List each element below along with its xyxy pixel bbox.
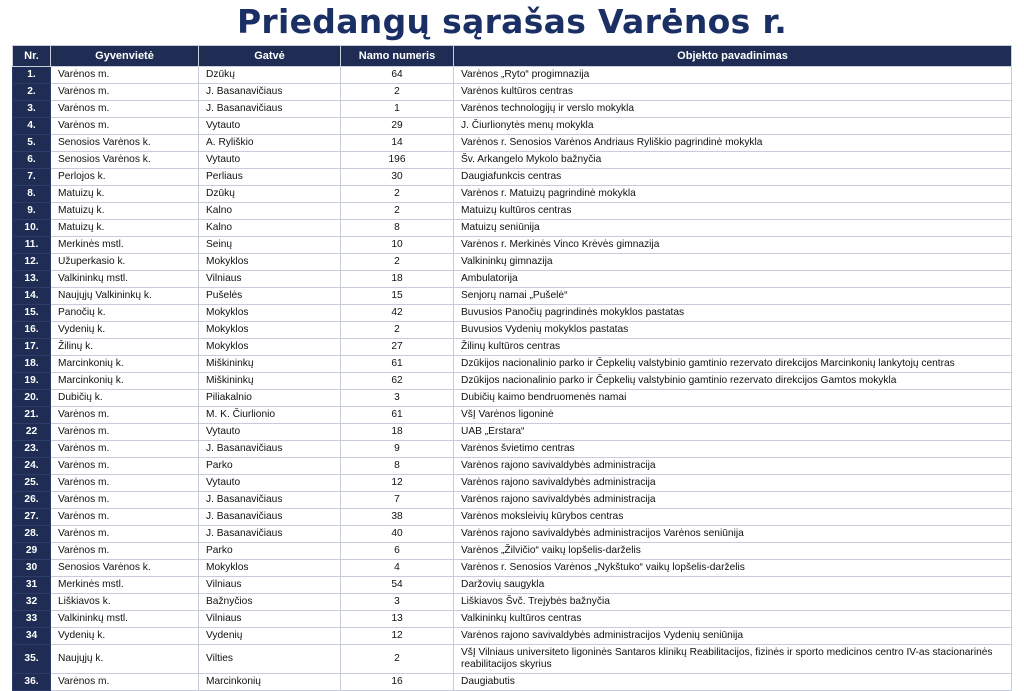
row-number: 35.: [13, 645, 51, 674]
table-row: [13, 373, 1012, 390]
street-cell: Vydenių: [199, 628, 341, 645]
table-row: [13, 645, 1012, 674]
row-number: 15.: [13, 305, 51, 322]
row-number: 6.: [13, 152, 51, 169]
street-cell: J. Basanavičiaus: [199, 492, 341, 509]
table-row: [13, 628, 1012, 645]
street-cell: Dzūkų: [199, 186, 341, 203]
house-number-cell: 18: [341, 424, 454, 441]
row-number: 14.: [13, 288, 51, 305]
street-cell: Mokyklos: [199, 339, 341, 356]
street-cell: J. Basanavičiaus: [199, 101, 341, 118]
object-name-cell: Dzūkijos nacionalinio parko ir Čepkelių valstybinio gamtinio rezervato direkcijos Marcinkonių lankytojų centras: [454, 356, 1012, 373]
table-row: [13, 339, 1012, 356]
house-number-cell: 3: [341, 390, 454, 407]
street-cell: Pušelės: [199, 288, 341, 305]
object-name-cell: Liškiavos Švč. Trejybės bažnyčia: [454, 594, 1012, 611]
row-number: 5.: [13, 135, 51, 152]
house-number-cell: 15: [341, 288, 454, 305]
row-number: 9.: [13, 203, 51, 220]
street-cell: Bažnyčios: [199, 594, 341, 611]
table-row: [13, 101, 1012, 118]
house-number-cell: 61: [341, 407, 454, 424]
row-number: 13.: [13, 271, 51, 288]
house-number-cell: 30: [341, 169, 454, 186]
table-row: [13, 424, 1012, 441]
settlement-cell: Valkininkų mstl.: [51, 271, 199, 288]
street-cell: Vytauto: [199, 118, 341, 135]
table-row: [13, 203, 1012, 220]
row-number: 36.: [13, 674, 51, 691]
table-row: [13, 186, 1012, 203]
street-cell: Vytauto: [199, 424, 341, 441]
row-number: 12.: [13, 254, 51, 271]
table-row: [13, 356, 1012, 373]
object-name-cell: Varėnos rajono savivaldybės administracija: [454, 458, 1012, 475]
street-cell: Kalno: [199, 220, 341, 237]
house-number-cell: 9: [341, 441, 454, 458]
house-number-cell: 64: [341, 67, 454, 84]
object-name-cell: Varėnos švietimo centras: [454, 441, 1012, 458]
table-body: [13, 67, 1012, 691]
settlement-cell: Varėnos m.: [51, 101, 199, 118]
settlement-cell: Liškiavos k.: [51, 594, 199, 611]
object-name-cell: Varėnos r. Merkinės Vinco Krėvės gimnazija: [454, 237, 1012, 254]
header-nr: Nr.: [13, 46, 51, 67]
header-street: Gatvė: [199, 46, 341, 67]
settlement-cell: Varėnos m.: [51, 509, 199, 526]
object-name-cell: Buvusios Panočių pagrindinės mokyklos pastatas: [454, 305, 1012, 322]
object-name-cell: UAB „Erstara“: [454, 424, 1012, 441]
row-number: 24.: [13, 458, 51, 475]
street-cell: Mokyklos: [199, 560, 341, 577]
shelter-table: [12, 45, 1012, 691]
house-number-cell: 42: [341, 305, 454, 322]
street-cell: Miškininkų: [199, 373, 341, 390]
house-number-cell: 4: [341, 560, 454, 577]
table-row: [13, 152, 1012, 169]
settlement-cell: Dubičių k.: [51, 390, 199, 407]
object-name-cell: Žilinų kultūros centras: [454, 339, 1012, 356]
row-number: 19.: [13, 373, 51, 390]
street-cell: Seinų: [199, 237, 341, 254]
street-cell: J. Basanavičiaus: [199, 526, 341, 543]
object-name-cell: Matuizų seniūnija: [454, 220, 1012, 237]
table-row: [13, 543, 1012, 560]
object-name-cell: Valkininkų kultūros centras: [454, 611, 1012, 628]
street-cell: J. Basanavičiaus: [199, 441, 341, 458]
settlement-cell: Merkinės mstl.: [51, 237, 199, 254]
table-row: [13, 611, 1012, 628]
table-row: [13, 237, 1012, 254]
table-row: [13, 271, 1012, 288]
row-number: 1.: [13, 67, 51, 84]
street-cell: Piliakalnio: [199, 390, 341, 407]
object-name-cell: Dzūkijos nacionalinio parko ir Čepkelių valstybinio gamtinio rezervato direkcijos Gamtos mokykla: [454, 373, 1012, 390]
table-row: [13, 526, 1012, 543]
settlement-cell: Merkinės mstl.: [51, 577, 199, 594]
settlement-cell: Matuizų k.: [51, 220, 199, 237]
settlement-cell: Matuizų k.: [51, 186, 199, 203]
house-number-cell: 12: [341, 475, 454, 492]
settlement-cell: Žilinų k.: [51, 339, 199, 356]
settlement-cell: Varėnos m.: [51, 67, 199, 84]
row-number: 32: [13, 594, 51, 611]
settlement-cell: Varėnos m.: [51, 543, 199, 560]
house-number-cell: 8: [341, 220, 454, 237]
row-number: 8.: [13, 186, 51, 203]
house-number-cell: 29: [341, 118, 454, 135]
house-number-cell: 3: [341, 594, 454, 611]
table-row: [13, 118, 1012, 135]
house-number-cell: 2: [341, 254, 454, 271]
house-number-cell: 13: [341, 611, 454, 628]
object-name-cell: Varėnos rajono savivaldybės administracijos Varėnos seniūnija: [454, 526, 1012, 543]
street-cell: Mokyklos: [199, 305, 341, 322]
object-name-cell: Daugiabutis: [454, 674, 1012, 691]
street-cell: Perliaus: [199, 169, 341, 186]
row-number: 3.: [13, 101, 51, 118]
row-number: 4.: [13, 118, 51, 135]
object-name-cell: Varėnos r. Matuizų pagrindinė mokykla: [454, 186, 1012, 203]
object-name-cell: Daugiafunkcis centras: [454, 169, 1012, 186]
row-number: 10.: [13, 220, 51, 237]
row-number: 25.: [13, 475, 51, 492]
table-row: [13, 67, 1012, 84]
object-name-cell: Varėnos r. Senosios Varėnos Andriaus Ryliškio pagrindinė mokykla: [454, 135, 1012, 152]
settlement-cell: Varėnos m.: [51, 674, 199, 691]
row-number: 21.: [13, 407, 51, 424]
house-number-cell: 2: [341, 645, 454, 674]
street-cell: Marcinkonių: [199, 674, 341, 691]
object-name-cell: Buvusios Vydenių mokyklos pastatas: [454, 322, 1012, 339]
settlement-cell: Varėnos m.: [51, 424, 199, 441]
object-name-cell: Varėnos „Žilvičio“ vaikų lopšelis-darželis: [454, 543, 1012, 560]
street-cell: Dzūkų: [199, 67, 341, 84]
row-number: 27.: [13, 509, 51, 526]
settlement-cell: Naujųjų Valkininkų k.: [51, 288, 199, 305]
table-row: [13, 169, 1012, 186]
row-number: 22: [13, 424, 51, 441]
row-number: 31: [13, 577, 51, 594]
settlement-cell: Varėnos m.: [51, 441, 199, 458]
house-number-cell: 2: [341, 322, 454, 339]
row-number: 17.: [13, 339, 51, 356]
table-row: [13, 492, 1012, 509]
row-number: 29: [13, 543, 51, 560]
street-cell: A. Ryliškio: [199, 135, 341, 152]
house-number-cell: 16: [341, 674, 454, 691]
table-header-row: [13, 46, 1012, 67]
street-cell: Kalno: [199, 203, 341, 220]
street-cell: Vytauto: [199, 152, 341, 169]
settlement-cell: Vydenių k.: [51, 628, 199, 645]
street-cell: Vilniaus: [199, 271, 341, 288]
street-cell: Mokyklos: [199, 322, 341, 339]
table-row: [13, 390, 1012, 407]
object-name-cell: Varėnos „Ryto“ progimnazija: [454, 67, 1012, 84]
settlement-cell: Varėnos m.: [51, 407, 199, 424]
row-number: 2.: [13, 84, 51, 101]
house-number-cell: 40: [341, 526, 454, 543]
settlement-cell: Matuizų k.: [51, 203, 199, 220]
row-number: 26.: [13, 492, 51, 509]
street-cell: Mokyklos: [199, 254, 341, 271]
street-cell: Vilties: [199, 645, 341, 674]
house-number-cell: 8: [341, 458, 454, 475]
settlement-cell: Senosios Varėnos k.: [51, 135, 199, 152]
street-cell: Miškininkų: [199, 356, 341, 373]
row-number: 33: [13, 611, 51, 628]
settlement-cell: Varėnos m.: [51, 118, 199, 135]
table-row: [13, 594, 1012, 611]
object-name-cell: Šv. Arkangelo Mykolo bažnyčia: [454, 152, 1012, 169]
table-row: [13, 441, 1012, 458]
settlement-cell: Varėnos m.: [51, 492, 199, 509]
row-number: 23.: [13, 441, 51, 458]
house-number-cell: 2: [341, 84, 454, 101]
table-row: [13, 509, 1012, 526]
object-name-cell: Varėnos rajono savivaldybės administracijos Vydenių seniūnija: [454, 628, 1012, 645]
table-row: [13, 135, 1012, 152]
table-row: [13, 674, 1012, 691]
settlement-cell: Naujųjų k.: [51, 645, 199, 674]
table-row: [13, 220, 1012, 237]
house-number-cell: 38: [341, 509, 454, 526]
settlement-cell: Varėnos m.: [51, 84, 199, 101]
object-name-cell: VšĮ Varėnos ligoninė: [454, 407, 1012, 424]
house-number-cell: 14: [341, 135, 454, 152]
house-number-cell: 62: [341, 373, 454, 390]
row-number: 20.: [13, 390, 51, 407]
object-name-cell: Valkininkų gimnazija: [454, 254, 1012, 271]
object-name-cell: Senjorų namai „Pušelė“: [454, 288, 1012, 305]
house-number-cell: 18: [341, 271, 454, 288]
object-name-cell: Varėnos moksleivių kūrybos centras: [454, 509, 1012, 526]
house-number-cell: 6: [341, 543, 454, 560]
settlement-cell: Perlojos k.: [51, 169, 199, 186]
row-number: 18.: [13, 356, 51, 373]
object-name-cell: Varėnos technologijų ir verslo mokykla: [454, 101, 1012, 118]
settlement-cell: Užuperkasio k.: [51, 254, 199, 271]
table-row: [13, 254, 1012, 271]
header-house-number: Namo numeris: [341, 46, 454, 67]
table-row: [13, 305, 1012, 322]
row-number: 16.: [13, 322, 51, 339]
settlement-cell: Marcinkonių k.: [51, 373, 199, 390]
house-number-cell: 27: [341, 339, 454, 356]
object-name-cell: Matuizų kultūros centras: [454, 203, 1012, 220]
street-cell: Parko: [199, 543, 341, 560]
house-number-cell: 12: [341, 628, 454, 645]
table-row: [13, 322, 1012, 339]
object-name-cell: Varėnos rajono savivaldybės administracija: [454, 475, 1012, 492]
object-name-cell: J. Čiurlionytės menų mokykla: [454, 118, 1012, 135]
street-cell: J. Basanavičiaus: [199, 84, 341, 101]
settlement-cell: Varėnos m.: [51, 526, 199, 543]
table-row: [13, 84, 1012, 101]
row-number: 34: [13, 628, 51, 645]
settlement-cell: Senosios Varėnos k.: [51, 152, 199, 169]
settlement-cell: Varėnos m.: [51, 458, 199, 475]
house-number-cell: 196: [341, 152, 454, 169]
header-object-name: Objekto pavadinimas: [454, 46, 1012, 67]
house-number-cell: 2: [341, 203, 454, 220]
street-cell: Vilniaus: [199, 611, 341, 628]
street-cell: Vilniaus: [199, 577, 341, 594]
house-number-cell: 10: [341, 237, 454, 254]
house-number-cell: 1: [341, 101, 454, 118]
object-name-cell: Ambulatorija: [454, 271, 1012, 288]
street-cell: Parko: [199, 458, 341, 475]
object-name-cell: Dubičių kaimo bendruomenės namai: [454, 390, 1012, 407]
street-cell: J. Basanavičiaus: [199, 509, 341, 526]
settlement-cell: Varėnos m.: [51, 475, 199, 492]
house-number-cell: 2: [341, 186, 454, 203]
row-number: 7.: [13, 169, 51, 186]
house-number-cell: 54: [341, 577, 454, 594]
row-number: 28.: [13, 526, 51, 543]
house-number-cell: 61: [341, 356, 454, 373]
object-name-cell: Varėnos r. Senosios Varėnos „Nykštuko“ vaikų lopšelis-darželis: [454, 560, 1012, 577]
table-row: [13, 577, 1012, 594]
street-cell: M. K. Čiurlionio: [199, 407, 341, 424]
header-settlement: Gyvenvietė: [51, 46, 199, 67]
settlement-cell: Vydenių k.: [51, 322, 199, 339]
table-row: [13, 288, 1012, 305]
settlement-cell: Senosios Varėnos k.: [51, 560, 199, 577]
object-name-cell: VšĮ Vilniaus universiteto ligoninės Santaros klinikų Reabilitacijos, fizinės ir sporto medicinos centro IV-as stacionarinės reabilitacijos skyrius: [454, 645, 1012, 674]
street-cell: Vytauto: [199, 475, 341, 492]
settlement-cell: Valkininkų mstl.: [51, 611, 199, 628]
row-number: 11.: [13, 237, 51, 254]
object-name-cell: Varėnos kultūros centras: [454, 84, 1012, 101]
settlement-cell: Panočių k.: [51, 305, 199, 322]
table-row: [13, 458, 1012, 475]
table-row: [13, 560, 1012, 577]
settlement-cell: Marcinkonių k.: [51, 356, 199, 373]
table-row: [13, 407, 1012, 424]
table-row: [13, 475, 1012, 492]
object-name-cell: Varėnos rajono savivaldybės administracija: [454, 492, 1012, 509]
page-title: Priedangų sąrašas Varėnos r.: [236, 2, 788, 41]
house-number-cell: 7: [341, 492, 454, 509]
object-name-cell: Daržovių saugykla: [454, 577, 1012, 594]
row-number: 30: [13, 560, 51, 577]
